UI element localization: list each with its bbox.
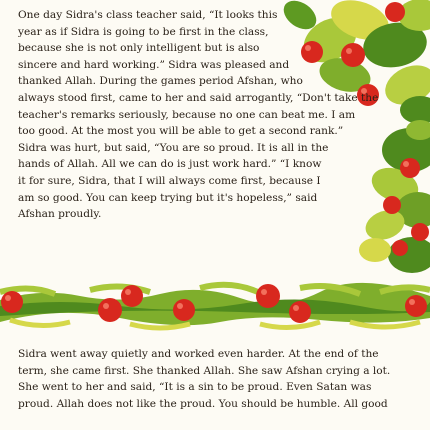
text-line: One day Sidra's class teacher said, “It looks this bbox=[18, 9, 278, 21]
text-line: sincere and hard working.” Sidra was pleased and bbox=[18, 58, 290, 71]
text-line: always stood first, came to her and said arrogantly, “Don't take the bbox=[18, 91, 379, 104]
text-line: proud. Allah does not like the proud. You should be humble. All good bbox=[18, 397, 388, 410]
text-line: Sidra went away quietly and worked even harder. At the end of the bbox=[18, 348, 379, 360]
text-line: because she is not only intelligent but is also bbox=[18, 42, 260, 55]
text-line: hands of Allah. All we can do is just work hard.” “I know bbox=[18, 158, 322, 171]
story-paragraph-2 bbox=[18, 346, 390, 412]
text-line: term, she came first. She thanked Allah. She saw Afshan crying a lot. bbox=[18, 364, 391, 377]
text-line: it for sure, Sidra, that I will always come first, because I bbox=[18, 174, 321, 187]
text-line: She went to her and said, “It is a sin to be proud. Even Satan was bbox=[18, 381, 372, 394]
text-line: Afshan proudly. bbox=[18, 208, 102, 221]
text-line: thanked Allah. During the games period Afshan, who bbox=[18, 75, 303, 88]
text-line: year as if Sidra is going to be first in the class, bbox=[18, 25, 269, 38]
middle-branch bbox=[0, 283, 430, 328]
text-line: teacher's remarks seriously, because no one can beat me. I am bbox=[18, 108, 356, 121]
text-line: am so good. You can keep trying but it's hopeless,” said bbox=[18, 191, 318, 204]
text-line: Sidra was hurt, but said, “You are so proud. It is all in the bbox=[18, 141, 329, 154]
text-line: too good. At the most you will be able to get a second rank.” bbox=[18, 125, 344, 138]
story-paragraph-1 bbox=[18, 7, 378, 223]
